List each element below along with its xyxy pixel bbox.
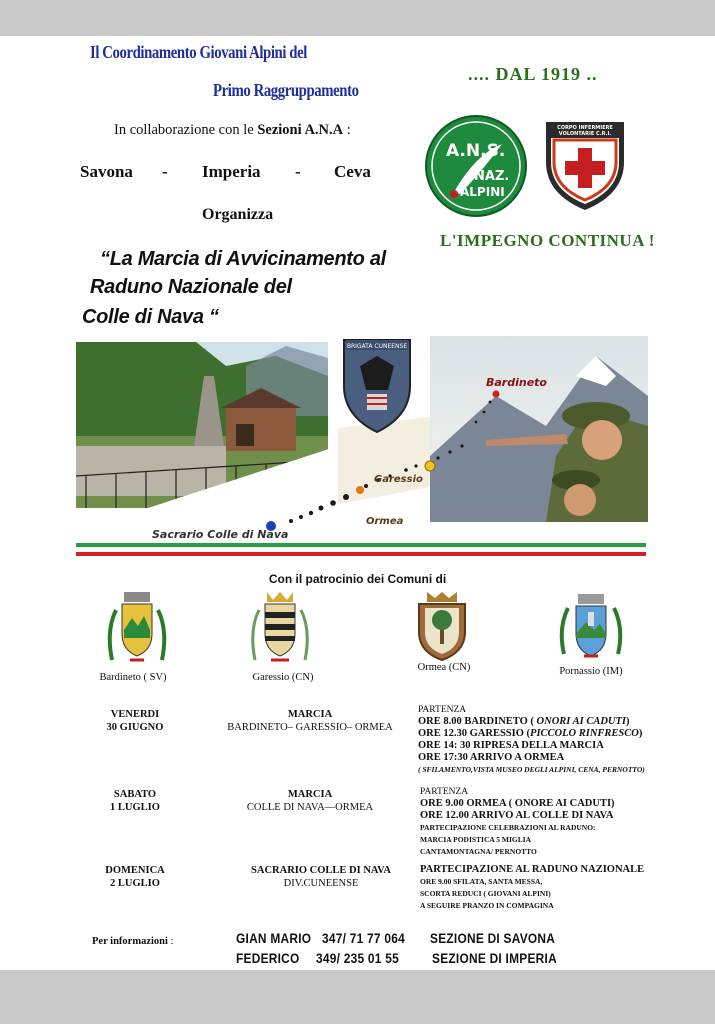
stripe-white <box>76 547 646 550</box>
event-title-line-2: Raduno Nazionale del <box>90 276 292 298</box>
schedule-day-friday: VENERDI 30 GIUGNO <box>106 709 164 733</box>
schedule-activity-sunday: SACRARIO COLLE DI NAVA DIV.CUNEENSE <box>251 865 391 889</box>
event-title-line-3: Colle di Nava “ <box>82 306 219 328</box>
pornassio-coat-of-arms <box>556 592 626 664</box>
contact-name: GIAN MARIO <box>236 930 312 946</box>
bardineto-point <box>493 391 500 398</box>
schedule-day-saturday: SABATO 1 LUGLIO <box>110 789 160 813</box>
svg-text:A.N.S.: A.N.S. <box>446 141 506 161</box>
contact-phone: 349/ 235 01 55 <box>316 950 399 966</box>
brigata-shield <box>344 340 410 432</box>
contact-section: SEZIONE DI SAVONA <box>430 930 556 946</box>
bardineto-label: Bardineto <box>486 376 547 389</box>
svg-text:NAZ.: NAZ. <box>474 169 510 184</box>
ormea-coat-of-arms <box>413 590 471 662</box>
garessio-point <box>425 461 435 471</box>
organizer-line-1: Il Coordinamento Giovani Alpini del <box>90 42 307 62</box>
schedule-activity-friday: MARCIA BARDINETO– GARESSIO– ORMEA <box>227 709 393 733</box>
svg-text:CORPO INFERMIERE: CORPO INFERMIERE <box>557 125 613 131</box>
cri-infermiere-logo <box>542 116 628 212</box>
patrocinio-text: Con il patrocinio dei Comuni di <box>268 572 447 586</box>
schedule-details-friday: PARTENZA ORE 8.00 BARDINETO ( ONORI AI CADUTI) ORE 12.30 GARESSIO (PICCOLO RINFRESCO) ORE 14: 30 RIPRESA DELLA MARCIA ORE 17:30 ARRIVO A ORMEA ( SFILAMENTO,VISTA MUSEO DEGLI ALPINI, CENA, PERNOTTO) <box>418 705 645 774</box>
svg-text:VOLONTARIE C.R.I.: VOLONTARIE C.R.I. <box>558 131 612 137</box>
ormea-point <box>356 486 364 494</box>
contact-section: SEZIONE DI IMPERIA <box>432 950 557 966</box>
organizza-label: Organizza <box>202 206 274 223</box>
flyer-page <box>0 36 715 970</box>
organizer-line-2: Primo Raggruppamento <box>213 80 359 100</box>
since-1919-text: .... DAL 1919 .. <box>468 64 598 84</box>
stripe-red <box>76 552 646 556</box>
schedule-details-sunday: PARTECIPAZIONE AL RADUNO NAZIONALE ORE 9.00 SFILATA, SANTA MESSA, SCORTA REDUCI ( GIOVANI ALPINI) A SEGUIRE PRANZO IN COMPAGINA <box>420 864 645 910</box>
section-separator: - <box>295 162 301 181</box>
schedule-activity-saturday: MARCIA COLLE DI NAVA—ORMEA <box>246 789 374 813</box>
schedule-day-sunday: DOMENICA 2 LUGLIO <box>105 865 165 889</box>
bardineto-coat-of-arms <box>104 590 170 668</box>
garessio-label: Garessio <box>374 474 423 485</box>
contact-name: FEDERICO <box>236 950 300 966</box>
comune-name: Bardineto ( SV) <box>99 672 167 683</box>
comune-name: Pornassio (IM) <box>559 666 623 677</box>
section-ceva: Ceva <box>334 162 371 181</box>
svg-text:ALPINI: ALPINI <box>460 185 505 199</box>
sacrario-label: Sacrario Colle di Nava <box>152 528 289 541</box>
contact-phone: 347/ 71 77 064 <box>322 930 405 946</box>
collaboration-text: In collaborazione con le Sezioni A.N.A : <box>114 122 351 138</box>
section-separator: - <box>162 162 168 181</box>
event-title-line-1: “La Marcia di Avvicinamento al <box>100 248 386 270</box>
impegno-continua-text: L'IMPEGNO CONTINUA ! <box>440 231 655 250</box>
section-savona: Savona <box>80 162 133 181</box>
section-imperia: Imperia <box>202 162 261 181</box>
ana-alpini-logo <box>424 114 528 218</box>
comune-name: Ormea (CN) <box>417 662 471 673</box>
schedule-details-saturday: PARTENZA ORE 9.00 ORMEA ( ONORE AI CADUTI) ORE 12.00 ARRIVO AL COLLE DI NAVA PARTECIPAZIONE CELEBRAZIONI AL RADUNO: MARCIA PODISTICA 5 MIGLIA CANTAMONTAGNA/ PERNOTTO <box>420 787 615 856</box>
garessio-coat-of-arms <box>247 590 313 668</box>
ormea-label: Ormea <box>366 516 404 527</box>
info-label: Per informazioni : <box>92 936 174 947</box>
route-map-collage <box>76 336 648 542</box>
comune-name: Garessio (CN) <box>252 672 314 683</box>
svg-text:BRIGATA CUNEENSE: BRIGATA CUNEENSE <box>346 343 408 350</box>
